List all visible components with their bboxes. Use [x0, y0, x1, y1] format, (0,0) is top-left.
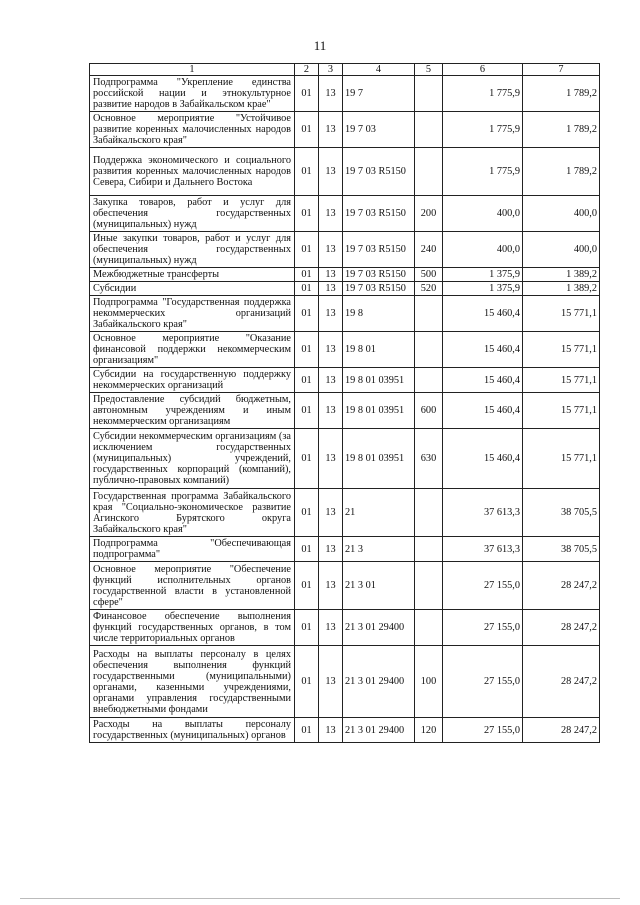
table-row	[90, 646, 600, 718]
row-expense-type	[415, 332, 443, 368]
row-amount-2: 28 247,2	[523, 718, 600, 743]
row-name: Предоставление субсидий бюджетным, автономным учреждениям и иным некоммерческим организациям	[90, 393, 295, 429]
row-subsection: 13	[319, 718, 343, 743]
row-expense-type	[415, 562, 443, 610]
header-col-3: 3	[319, 64, 343, 76]
row-amount-1: 15 460,4	[443, 332, 523, 368]
row-subsection: 13	[319, 429, 343, 489]
table-row	[90, 148, 600, 196]
row-amount-2: 1 789,2	[523, 112, 600, 148]
row-amount-1: 37 613,3	[443, 537, 523, 562]
table-row	[90, 393, 600, 429]
row-amount-2: 28 247,2	[523, 562, 600, 610]
row-name: Субсидии некоммерческим организациям (за исключением государственных (муниципальных) учреждений, государственных корпораций (компаний), публично-правовых компаний)	[90, 429, 295, 489]
scan-artifact	[20, 898, 620, 899]
table-row	[90, 112, 600, 148]
header-col-4: 4	[343, 64, 415, 76]
row-name: Субсидии на государственную поддержку некоммерческих организаций	[90, 368, 295, 393]
table-row	[90, 268, 600, 282]
row-amount-1: 15 460,4	[443, 393, 523, 429]
header-col-2: 2	[295, 64, 319, 76]
row-subsection: 13	[319, 393, 343, 429]
table-row	[90, 718, 600, 743]
row-section: 01	[295, 196, 319, 232]
row-target-code: 21 3	[343, 537, 415, 562]
row-expense-type: 100	[415, 646, 443, 718]
row-expense-type: 630	[415, 429, 443, 489]
table-row	[90, 368, 600, 393]
table-row	[90, 296, 600, 332]
row-target-code: 19 7 03 R5150	[343, 232, 415, 268]
row-target-code: 21 3 01 29400	[343, 718, 415, 743]
table-row	[90, 76, 600, 112]
row-section: 01	[295, 562, 319, 610]
row-section: 01	[295, 393, 319, 429]
row-expense-type: 240	[415, 232, 443, 268]
header-col-1: 1	[90, 64, 295, 76]
row-subsection: 13	[319, 196, 343, 232]
row-subsection: 13	[319, 232, 343, 268]
budget-table	[89, 63, 600, 743]
row-section: 01	[295, 610, 319, 646]
row-amount-1: 37 613,3	[443, 489, 523, 537]
page-number: 11	[313, 38, 327, 53]
row-expense-type	[415, 148, 443, 196]
row-name: Закупка товаров, работ и услуг для обеспечения государственных (муниципальных) нужд	[90, 196, 295, 232]
row-section: 01	[295, 282, 319, 296]
row-name: Финансовое обеспечение выполнения функций государственных органов, в том числе территориальных органов	[90, 610, 295, 646]
row-subsection: 13	[319, 646, 343, 718]
row-section: 01	[295, 232, 319, 268]
row-subsection: 13	[319, 76, 343, 112]
row-section: 01	[295, 148, 319, 196]
header-col-6: 6	[443, 64, 523, 76]
row-subsection: 13	[319, 112, 343, 148]
row-section: 01	[295, 537, 319, 562]
row-amount-2: 38 705,5	[523, 537, 600, 562]
row-section: 01	[295, 268, 319, 282]
row-amount-1: 27 155,0	[443, 646, 523, 718]
row-section: 01	[295, 646, 319, 718]
row-target-code: 21	[343, 489, 415, 537]
row-name: Субсидии	[90, 282, 295, 296]
row-target-code: 21 3 01 29400	[343, 610, 415, 646]
row-name: Межбюджетные трансферты	[90, 268, 295, 282]
row-expense-type	[415, 296, 443, 332]
row-amount-2: 400,0	[523, 232, 600, 268]
row-name: Иные закупки товаров, работ и услуг для обеспечения государственных (муниципальных) нужд	[90, 232, 295, 268]
row-subsection: 13	[319, 537, 343, 562]
row-amount-2: 38 705,5	[523, 489, 600, 537]
row-amount-1: 400,0	[443, 232, 523, 268]
header-row	[90, 64, 600, 76]
row-subsection: 13	[319, 296, 343, 332]
row-subsection: 13	[319, 332, 343, 368]
row-target-code: 21 3 01	[343, 562, 415, 610]
row-target-code: 19 8	[343, 296, 415, 332]
row-target-code: 19 7 03 R5150	[343, 148, 415, 196]
row-amount-1: 27 155,0	[443, 610, 523, 646]
row-amount-1: 15 460,4	[443, 296, 523, 332]
row-name: Основное мероприятие "Обеспечение функций исполнительных органов государственной власти в установленной сфере"	[90, 562, 295, 610]
row-amount-2: 15 771,1	[523, 368, 600, 393]
row-expense-type: 520	[415, 282, 443, 296]
row-amount-1: 400,0	[443, 196, 523, 232]
row-amount-1: 1 775,9	[443, 148, 523, 196]
row-section: 01	[295, 489, 319, 537]
row-section: 01	[295, 718, 319, 743]
row-expense-type: 500	[415, 268, 443, 282]
row-section: 01	[295, 429, 319, 489]
row-name: Расходы на выплаты персоналу государственных (муниципальных) органов	[90, 718, 295, 743]
row-target-code: 19 8 01 03951	[343, 368, 415, 393]
table-body	[90, 76, 600, 743]
row-name: Подпрограмма "Укрепление единства российской нации и этнокультурное развитие народов в Забайкальском крае"	[90, 76, 295, 112]
row-subsection: 13	[319, 148, 343, 196]
row-target-code: 19 8 01 03951	[343, 393, 415, 429]
row-expense-type: 600	[415, 393, 443, 429]
table-row	[90, 429, 600, 489]
row-amount-2: 28 247,2	[523, 646, 600, 718]
row-subsection: 13	[319, 268, 343, 282]
row-name: Основное мероприятие "Устойчивое развитие коренных малочисленных народов Забайкальского края"	[90, 112, 295, 148]
row-amount-2: 15 771,1	[523, 393, 600, 429]
row-expense-type	[415, 537, 443, 562]
row-expense-type	[415, 489, 443, 537]
row-amount-1: 1 775,9	[443, 112, 523, 148]
row-amount-2: 1 789,2	[523, 76, 600, 112]
row-amount-1: 1 375,9	[443, 282, 523, 296]
header-col-5: 5	[415, 64, 443, 76]
row-target-code: 19 8 01 03951	[343, 429, 415, 489]
row-expense-type	[415, 112, 443, 148]
row-section: 01	[295, 332, 319, 368]
row-amount-2: 1 789,2	[523, 148, 600, 196]
row-expense-type: 120	[415, 718, 443, 743]
row-name: Государственная программа Забайкальского края "Социально-экономическое развитие Агинского Бурятского округа Забайкальского края"	[90, 489, 295, 537]
table-row	[90, 537, 600, 562]
row-expense-type: 200	[415, 196, 443, 232]
row-amount-1: 1 375,9	[443, 268, 523, 282]
row-amount-2: 15 771,1	[523, 332, 600, 368]
row-name: Подпрограмма "Обеспечивающая подпрограмма"	[90, 537, 295, 562]
row-subsection: 13	[319, 282, 343, 296]
row-amount-2: 1 389,2	[523, 282, 600, 296]
row-amount-2: 1 389,2	[523, 268, 600, 282]
table-row	[90, 282, 600, 296]
row-subsection: 13	[319, 489, 343, 537]
row-amount-1: 27 155,0	[443, 562, 523, 610]
row-subsection: 13	[319, 610, 343, 646]
row-section: 01	[295, 76, 319, 112]
row-section: 01	[295, 368, 319, 393]
row-subsection: 13	[319, 368, 343, 393]
row-target-code: 19 7 03 R5150	[343, 196, 415, 232]
row-amount-1: 1 775,9	[443, 76, 523, 112]
header-col-7: 7	[523, 64, 600, 76]
row-name: Основное мероприятие "Оказание финансовой поддержки некоммерческим организациям"	[90, 332, 295, 368]
row-amount-2: 15 771,1	[523, 429, 600, 489]
table-row	[90, 562, 600, 610]
table-row	[90, 332, 600, 368]
row-subsection: 13	[319, 562, 343, 610]
row-target-code: 19 7	[343, 76, 415, 112]
row-expense-type	[415, 368, 443, 393]
row-amount-2: 28 247,2	[523, 610, 600, 646]
row-amount-1: 15 460,4	[443, 368, 523, 393]
row-amount-2: 400,0	[523, 196, 600, 232]
row-expense-type	[415, 610, 443, 646]
row-target-code: 19 7 03 R5150	[343, 268, 415, 282]
row-amount-1: 15 460,4	[443, 429, 523, 489]
row-section: 01	[295, 112, 319, 148]
row-amount-1: 27 155,0	[443, 718, 523, 743]
table-row	[90, 196, 600, 232]
row-target-code: 19 7 03	[343, 112, 415, 148]
row-section: 01	[295, 296, 319, 332]
row-target-code: 19 7 03 R5150	[343, 282, 415, 296]
table-row	[90, 232, 600, 268]
row-name: Расходы на выплаты персоналу в целях обеспечения выполнения функций государственными (муниципальными) органами, казенными учреждениями, органами управления государственными внебюджетными фондами	[90, 646, 295, 718]
table-row	[90, 489, 600, 537]
row-name: Поддержка экономического и социального развития коренных малочисленных народов Севера, Сибири и Дальнего Востока	[90, 148, 295, 196]
row-name: Подпрограмма "Государственная поддержка некоммерческих организаций Забайкальского края"	[90, 296, 295, 332]
row-expense-type	[415, 76, 443, 112]
table-row	[90, 610, 600, 646]
row-target-code: 19 8 01	[343, 332, 415, 368]
row-amount-2: 15 771,1	[523, 296, 600, 332]
row-target-code: 21 3 01 29400	[343, 646, 415, 718]
